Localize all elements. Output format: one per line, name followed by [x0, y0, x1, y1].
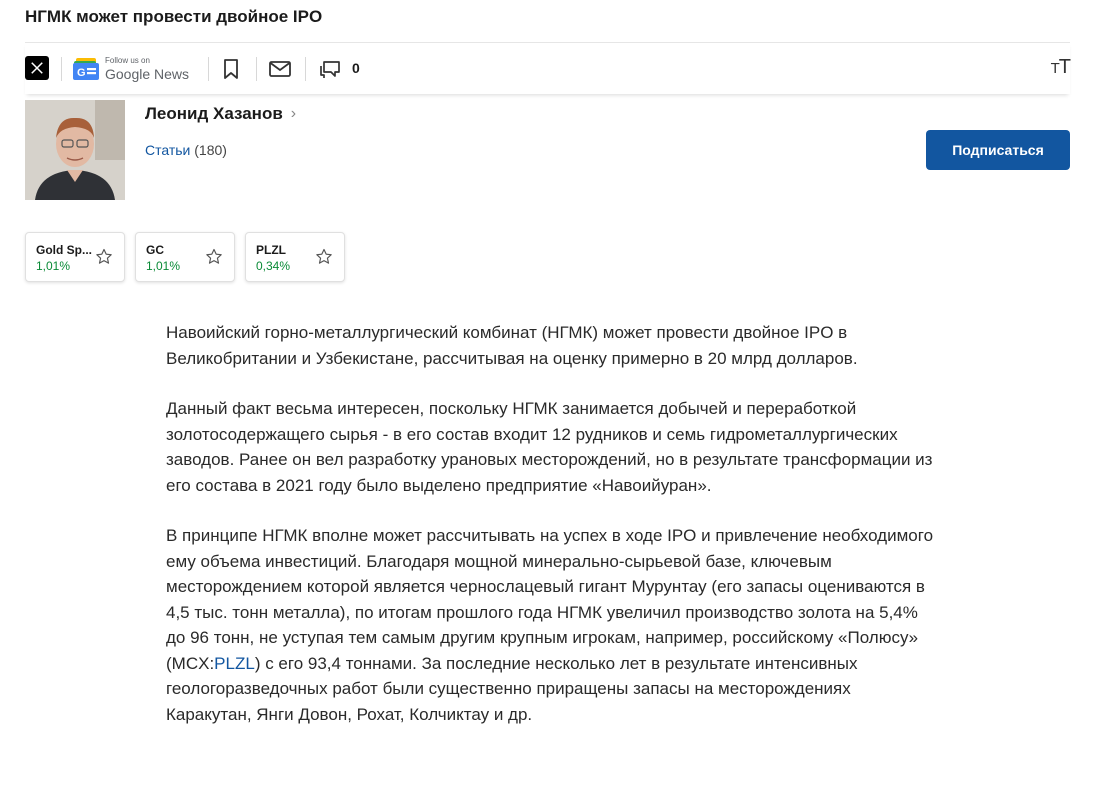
author-name: Леонид Хазанов [145, 104, 283, 123]
subscribe-button[interactable]: Подписаться [926, 130, 1070, 170]
article-paragraph: Данный факт весьма интересен, поскольку НГМК занимается добычей и переработкой золотосодержащего сырья - в его состав входит 12 рудников и семь гидрометаллургических заводов. Ранее он вел разработку урановых месторождений, но в результате трансформации из его состава в 2021 году было выделено предприятие «Навоийуран». [166, 399, 933, 495]
ticker-change: 0,34% [256, 259, 291, 273]
star-icon[interactable] [94, 247, 114, 267]
comments-button[interactable] [318, 57, 342, 81]
star-icon[interactable] [314, 247, 334, 267]
google-news-small-text: Follow us on [105, 56, 150, 65]
chevron-right-icon: › [290, 105, 297, 122]
google-news-label: Google News [105, 66, 190, 82]
font-size-button[interactable] [1051, 56, 1070, 79]
ticker-name: PLZL [256, 243, 286, 257]
ticker-change: 1,01% [146, 259, 181, 273]
author-articles [145, 142, 227, 158]
comments-count: 0 [352, 60, 360, 76]
plzl-ticker-link[interactable]: PLZL [214, 653, 255, 673]
x-logo-icon [30, 61, 44, 75]
paragraph-text: В принципе НГМК вполне может рассчитывать на успех в ходе IPO и привлечение необходимого ему объема инвестиций. Благодаря мощной минерально-сырьевой базе, ключевым месторождением которой является чернослацевый гигант Мурунтау (его запасы оцениваются в 4,5 тыс. тонн металла), по итогам прошлого года НГМК увеличил производство золота на 5,4% до 96 тонн, не уступая тем самым другим крупным игрокам, например, российскому «Полюсу» (MCX: [166, 526, 934, 673]
ticker-card[interactable] [25, 232, 125, 282]
ticker-name: Gold Sp... [36, 243, 92, 257]
article-body [166, 320, 936, 752]
star-icon[interactable] [204, 247, 224, 267]
ticker-list [25, 232, 345, 282]
articles-count: (180) [194, 142, 227, 158]
author-avatar[interactable] [25, 100, 125, 200]
google-news-icon [73, 58, 99, 80]
divider [208, 57, 209, 81]
comments-icon [318, 58, 342, 80]
paragraph-text: ) с его 93,4 тоннами. За последние несколько лет в результате интенсивных геологоразведочных работ были существенно приращены запасы на месторождениях Каракутан, Янги Довон, Рохат, Колчиктау и др. [166, 653, 858, 724]
page-title: НГМК может провести двойное IPO [25, 7, 323, 26]
author-name-link[interactable] [145, 104, 296, 124]
envelope-icon [268, 59, 292, 79]
article-paragraph: Навоийский горно-металлургический комбинат (НГМК) может провести двойное IPO в Великобритании и Узбекистане, рассчитывая на оценку примерно в 20 млрд долларов. [166, 323, 858, 368]
divider [61, 57, 62, 81]
divider [305, 57, 306, 81]
bookmark-icon [221, 58, 241, 80]
divider [256, 57, 257, 81]
email-share-button[interactable] [268, 57, 292, 81]
articles-link[interactable]: Статьи [145, 142, 191, 158]
ticker-card[interactable] [135, 232, 235, 282]
font-size-small-t: T [1050, 60, 1059, 77]
font-size-big-t: T [1058, 56, 1070, 78]
google-news-follow-button[interactable] [73, 54, 189, 84]
ticker-change: 1,01% [36, 259, 71, 273]
bookmark-button[interactable] [219, 57, 243, 81]
share-toolbar [25, 42, 1070, 94]
article-paragraph [166, 523, 936, 727]
ticker-card[interactable] [245, 232, 345, 282]
svg-text:G: G [77, 67, 86, 79]
x-share-button[interactable] [25, 56, 49, 80]
ticker-name: GC [146, 243, 164, 257]
